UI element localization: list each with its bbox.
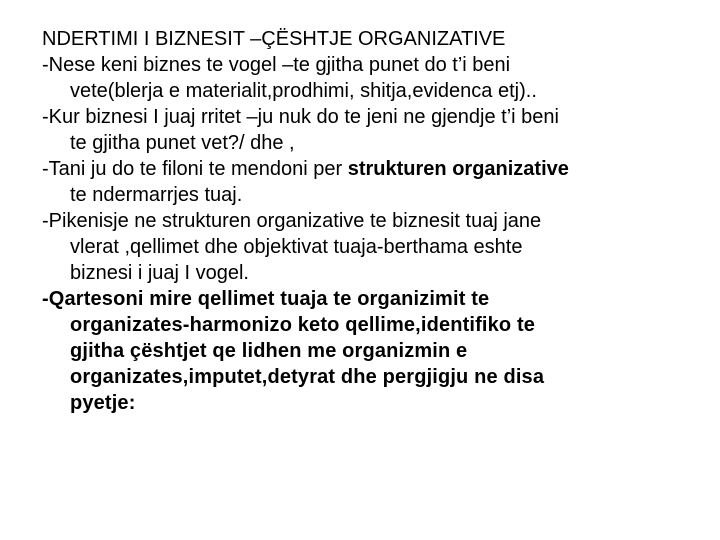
paragraph-small-business <box>42 52 714 104</box>
paragraph-clarify-goals <box>42 286 714 416</box>
paragraph-line <box>42 156 714 182</box>
paragraph-line: vete(blerja e materialit,prodhimi, shitja,evidenca etj).. <box>70 80 537 102</box>
paragraph-line: -Kur biznesi I juaj rritet –ju nuk do te jeni ne gjendje t’i beni <box>42 106 559 128</box>
paragraph-line: gjitha çështjet qe lidhen me organizmin e <box>70 340 468 362</box>
paragraph-line: vlerat ,qellimet dhe objektivat tuaja-berthama eshte <box>70 236 523 258</box>
paragraph-line: -Nese keni biznes te vogel –te gjitha punet do t’i beni <box>42 54 511 76</box>
paragraph-line: organizates-harmonizo keto qellime,identifiko te <box>70 314 536 336</box>
paragraph-organizational-structure <box>42 156 714 208</box>
paragraph-line: pyetje: <box>70 392 136 414</box>
paragraph-starting-point <box>42 208 714 286</box>
paragraph-line: organizates,imputet,detyrat dhe pergjigju ne disa <box>70 366 545 388</box>
paragraph-business-growth <box>42 104 714 156</box>
slide-body <box>42 26 714 416</box>
slide-title: NDERTIMI I BIZNESIT –ÇËSHTJE ORGANIZATIVE <box>42 28 506 50</box>
paragraph-line: -Pikenisje ne strukturen organizative te biznesit tuaj jane <box>42 210 542 232</box>
emphasis-text: strukturen organizative <box>347 158 569 180</box>
paragraph-line: te gjitha punet vet?/ dhe , <box>70 132 295 154</box>
paragraph-text: -Tani ju do te filoni te mendoni per <box>42 158 348 180</box>
paragraph-line: te ndermarrjes tuaj. <box>70 184 243 206</box>
paragraph-line: biznesi i juaj I vogel. <box>70 262 249 284</box>
paragraph-line: -Qartesoni mire qellimet tuaja te organizimit te <box>42 288 490 310</box>
